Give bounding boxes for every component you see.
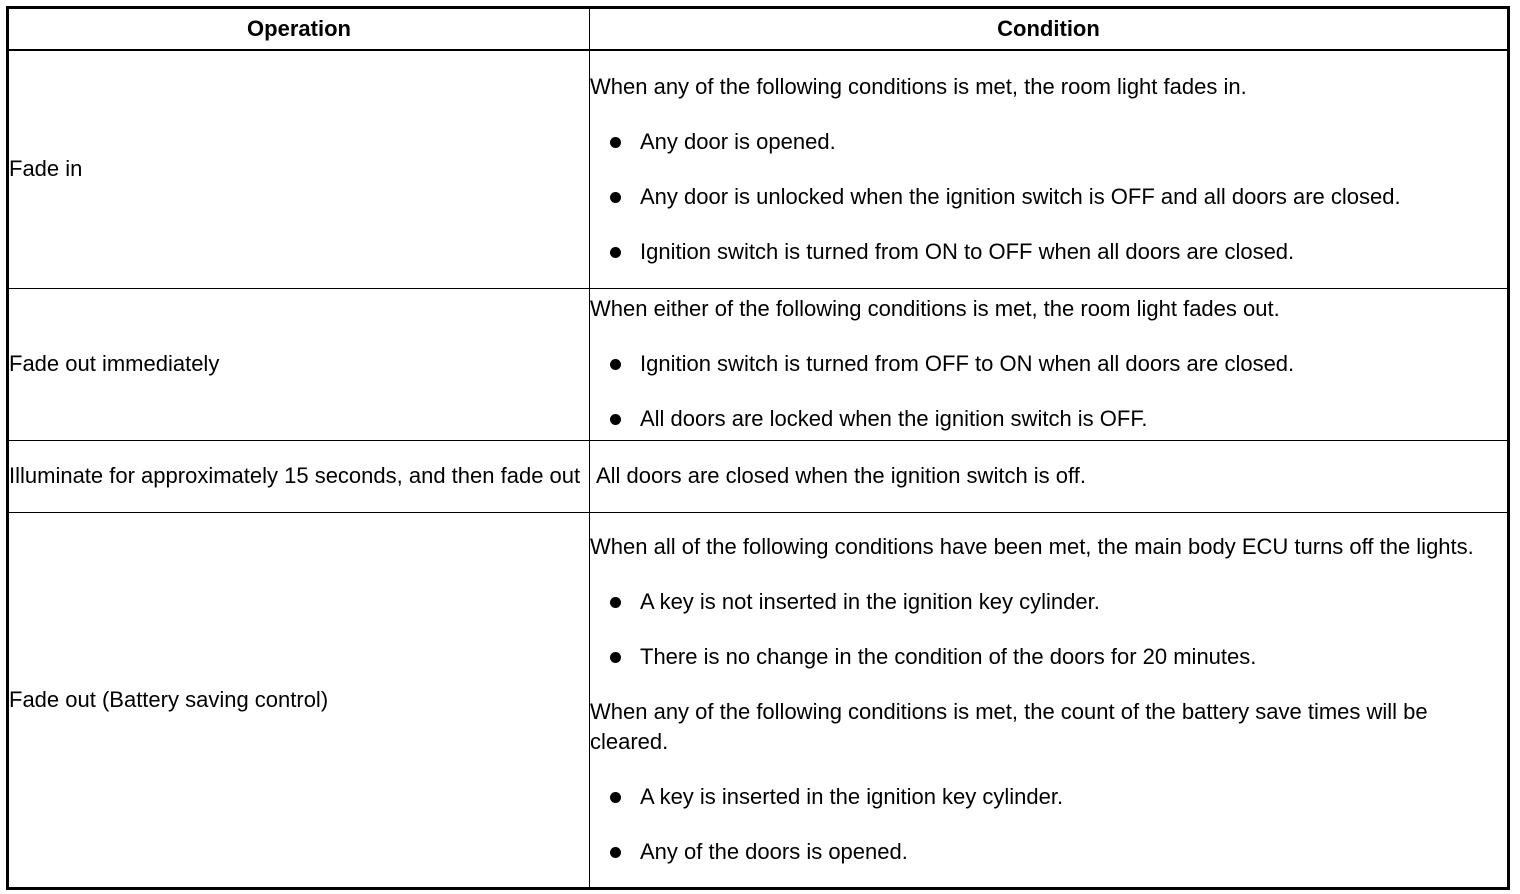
condition-cell [590,440,1509,512]
operation-cell: Fade in [8,50,590,288]
table-row [8,512,1509,888]
condition-intro: When any of the following conditions is met, the room light fades in. [590,73,1247,99]
operation-condition-table [6,6,1510,890]
condition-intro: When either of the following conditions is met, the room light fades out. [590,296,1280,321]
condition-list [590,349,1507,434]
condition-cell [590,512,1509,888]
header-condition: Condition [590,8,1509,51]
bullet-icon [610,792,621,803]
bullet-icon [610,192,621,203]
condition-cell [590,50,1509,288]
list-item [590,642,1507,672]
list-item [590,782,1507,812]
condition-list-2 [590,782,1507,867]
list-item-text: There is no change in the condition of the doors for 20 minutes. [640,644,1257,669]
list-item [590,837,1507,867]
list-item-text: Any door is unlocked when the ignition switch is OFF and all doors are closed. [640,183,1401,209]
list-item [590,349,1507,379]
table-row [8,288,1509,440]
operation-cell: Fade out immediately [8,288,590,440]
condition-intro: All doors are closed when the ignition switch is off. [596,463,1086,488]
table-row [8,50,1509,288]
bullet-icon [610,247,621,258]
bullet-icon [610,652,621,663]
list-item-text: Any door is opened. [640,128,836,154]
table-row [8,440,1509,512]
header-operation: Operation [8,8,590,51]
list-item [590,182,1507,212]
header-row [8,8,1509,51]
condition-cell [590,288,1509,440]
condition-intro-2: When any of the following conditions is met, the count of the battery save times will be cleared. [590,699,1428,754]
list-item [590,237,1507,267]
condition-list [590,127,1507,267]
list-item [590,587,1507,617]
list-item-text: Ignition switch is turned from ON to OFF when all doors are closed. [640,238,1295,264]
list-item-text: All doors are locked when the ignition switch is OFF. [640,406,1148,431]
list-item-text: Any of the doors is opened. [640,839,908,864]
list-item [590,127,1507,157]
list-item [590,404,1507,434]
bullet-icon [610,137,621,148]
bullet-icon [610,414,621,425]
list-item-text: A key is not inserted in the ignition key cylinder. [640,589,1100,614]
bullet-icon [610,847,621,858]
bullet-icon [610,597,621,608]
condition-intro: When all of the following conditions have been met, the main body ECU turns off the lights. [590,534,1474,559]
condition-list [590,587,1507,672]
operation-cell: Illuminate for approximately 15 seconds, and then fade out [8,440,590,512]
operation-cell: Fade out (Battery saving control) [8,512,590,888]
list-item-text: Ignition switch is turned from OFF to ON when all doors are closed. [640,351,1295,376]
list-item-text: A key is inserted in the ignition key cylinder. [640,784,1064,809]
bullet-icon [610,359,621,370]
